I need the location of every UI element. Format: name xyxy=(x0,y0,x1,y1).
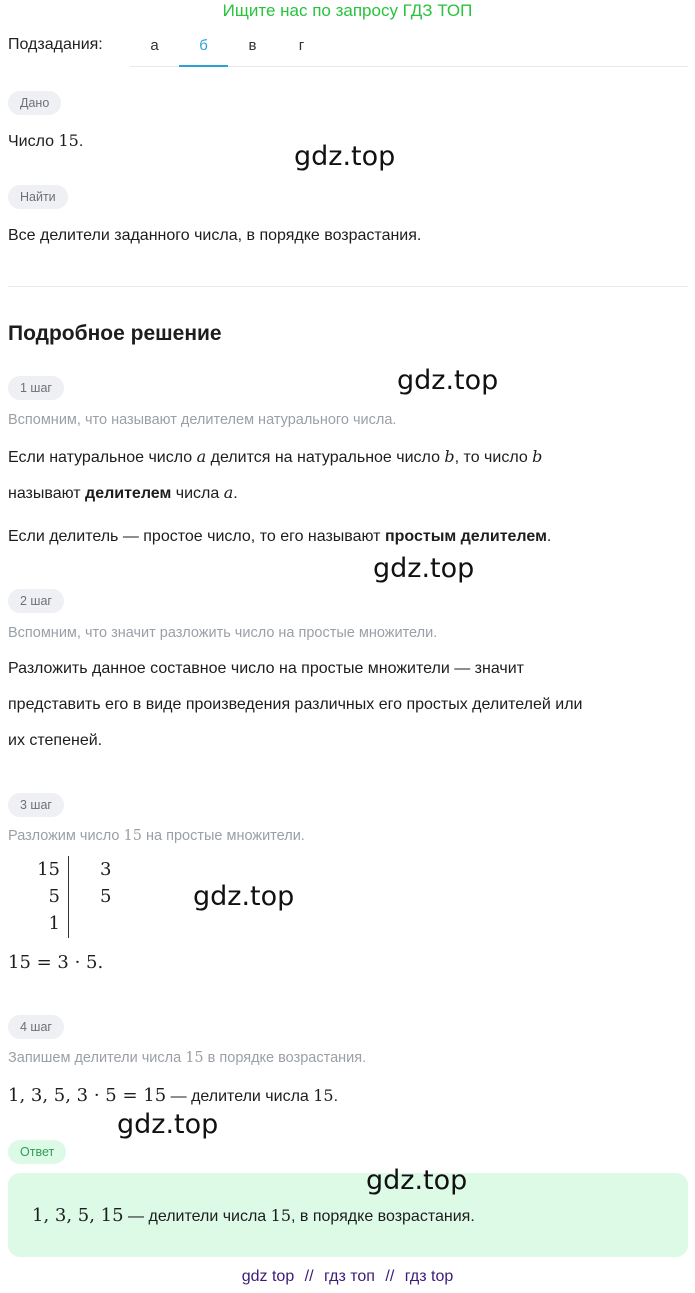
step2-line3: их степеней. xyxy=(8,732,103,749)
step1-paragraph2: Если делитель — простое число, то его называют простым делителем. xyxy=(8,528,552,545)
watermark: gdz.top xyxy=(373,553,475,584)
watermark: gdz.top xyxy=(294,141,396,172)
tab-b[interactable]: б xyxy=(179,30,228,67)
given-tag-wrap xyxy=(8,91,61,115)
step4-tag-wrap xyxy=(8,1015,64,1039)
step2-line2: представить его в виде произведения различных его простых делителей или xyxy=(8,696,583,713)
footer-link-gdz-top-ru[interactable]: гдз топ xyxy=(324,1268,375,1285)
answer-tag: Ответ xyxy=(8,1140,66,1164)
step1-hint: Вспомним, что называют делителем натурального числа. xyxy=(8,412,397,428)
footer-link-gdz-top-mixed[interactable]: гдз top xyxy=(404,1268,454,1285)
find-tag: Найти xyxy=(8,185,68,209)
step1-tag-wrap xyxy=(8,376,64,400)
step3-tag-wrap xyxy=(8,793,64,817)
given-text: Число 15. xyxy=(8,131,84,150)
step4-divisors: 1, 3, 5, 3 · 5 = 15 — делители числа 15. xyxy=(8,1085,339,1106)
tab-a[interactable]: а xyxy=(150,37,159,54)
footer-link-gdz-top[interactable]: gdz top xyxy=(241,1268,295,1285)
step2-tag-wrap xyxy=(8,589,64,613)
find-text: Все делители заданного числа, в порядке возрастания. xyxy=(8,227,422,244)
given-tag: Дано xyxy=(8,91,61,115)
solution-title: Подробное решение xyxy=(8,322,222,345)
search-banner: Ищите нас по запросу ГДЗ ТОП xyxy=(222,1,473,20)
subtasks-label: Подзадания: xyxy=(8,36,103,53)
answer-text: 1, 3, 5, 15 — делители числа 15, в порядке возрастания. xyxy=(32,1205,475,1226)
step3-hint: Разложим число 15 на простые множители. xyxy=(8,828,305,844)
subtask-tabs xyxy=(130,30,688,67)
step3-result: 15 = 3 · 5. xyxy=(8,952,104,973)
footer-links xyxy=(0,1268,695,1286)
factorization-dividends: 15 5 1 xyxy=(37,859,60,934)
find-tag-wrap xyxy=(8,185,68,209)
step2-tag: 2 шаг xyxy=(8,589,64,613)
step2-hint: Вспомним, что значит разложить число на простые множители. xyxy=(8,625,438,641)
watermark: gdz.top xyxy=(193,881,295,912)
answer-tag-wrap xyxy=(8,1140,66,1164)
watermark: gdz.top xyxy=(117,1109,219,1140)
step1-tag: 1 шаг xyxy=(8,376,64,400)
watermark: gdz.top xyxy=(366,1165,468,1196)
step2-line1: Разложить данное составное число на простые множители — значит xyxy=(8,660,524,677)
tab-v[interactable]: в xyxy=(248,37,257,54)
factorization-divider xyxy=(68,856,69,938)
watermark: gdz.top xyxy=(397,365,499,396)
factorization-table xyxy=(24,856,144,938)
step1-paragraph1-line1: Если натуральное число a делится на натуральное число b, то число b xyxy=(8,447,543,466)
step1-paragraph1-line2: называют делителем числа a. xyxy=(8,483,238,502)
section-divider xyxy=(8,286,688,287)
step4-hint: Запишем делители числа 15 в порядке возрастания. xyxy=(8,1050,367,1066)
footer-separator: // xyxy=(304,1268,314,1285)
factorization-factors: 3 5 xyxy=(100,859,112,907)
step4-tag: 4 шаг xyxy=(8,1015,64,1039)
footer-separator: // xyxy=(385,1268,395,1285)
step3-tag: 3 шаг xyxy=(8,793,64,817)
tab-g[interactable]: г xyxy=(298,37,305,54)
